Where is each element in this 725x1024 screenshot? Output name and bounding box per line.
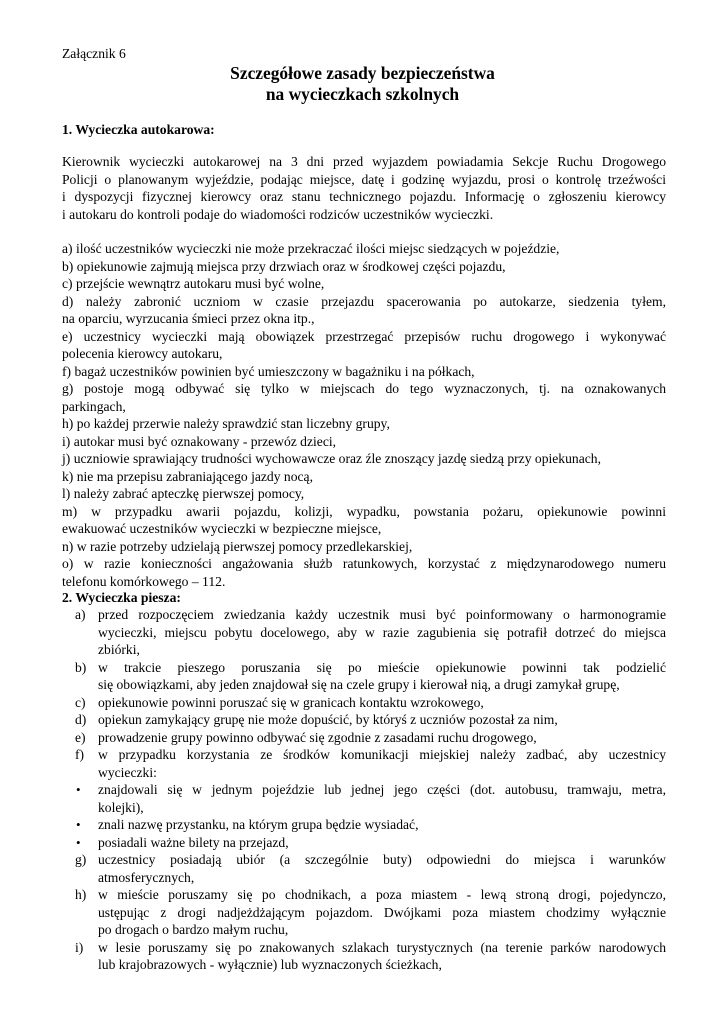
list-item-line: opiekun zamykający grupę nie może dopuścić, by któryś z uczniów pozostał za nim, [98,712,558,727]
list-marker: a) [75,607,86,622]
list-item-line: uczestnicy posiadają ubiór (a szczególnie buty) odpowiedni do miejsca i warunków [98,852,666,867]
list-item [62,711,666,729]
list-item [62,746,666,781]
list-item [62,363,666,381]
list-item-line: zbiórki, [98,642,140,657]
list-marker: f) [75,747,85,762]
list-item-line: w trakcie pieszego poruszania się po mieście opiekunowie powinni tak podzielić [98,659,666,675]
list-item [62,694,666,712]
bullet-marker: • [76,817,81,832]
intro-line: i dyspozycji fizycznej kierowcy oraz stanu technicznego pojazdu. Informację o zgłoszeniu kierowcy [62,189,666,204]
section-1-intro [62,153,666,223]
list-item-line: d) należy zabronić uczniom w czasie przejazdu spacerowania po autokarze, siedzenia tyłem, [62,293,666,309]
list-item [62,834,666,852]
list-item [62,781,666,816]
list-item [62,886,666,939]
intro-line: Kierownik wycieczki autokarowej na 3 dni przed wyjazdem powiadamia Sekcje Ruchu Drogowego [62,154,666,169]
list-item-line: opiekunowie powinni poruszać się w granicach kontaktu wzrokowego, [98,694,484,710]
list-item-line: telefonu komórkowego – 112. [62,573,226,589]
list-item [62,939,666,974]
list-item-line: w lesie poruszamy się po znakowanych szlakach turystycznych (na terenie parków narodowych [98,939,666,955]
list-item-line: znajdowali się w jednym pojeździe lub jednej jego części (dot. autobusu, tramwaju, metra, [98,782,666,797]
list-item [62,729,666,747]
document-title [0,63,725,105]
list-item-line: po drogach o bardzo małym ruchu, [98,922,289,937]
list-item-line: a) ilość uczestników wycieczki nie może przekraczać ilości miejsc siedzących w pojeździe, [62,241,560,256]
title-line-2: na wycieczkach szkolnych [265,84,460,104]
intro-line: Policji o planowanym wyjeździe, podając miejsce, datę i godzinę wyjazdu, prosi o kontrolę trzeźwości [62,171,666,187]
list-item-line: prowadzenie grupy powinno odbywać się zgodnie z zasadami ruchu drogowego, [98,729,537,745]
list-item-line: polecenia kierowcy autokaru, [62,346,223,361]
list-item-line: wycieczki, miejscu pobytu docelowego, aby w razie zagubienia się potrafił dotrzeć do miejsca [98,624,666,640]
list-item-line: k) nie ma przepisu zabraniającego jazdy nocą, [62,468,313,484]
list-item-line: atmosferycznych, [98,869,195,885]
list-item [62,485,666,503]
section-1-heading: 1. Wycieczka autokarowa: [62,122,215,137]
list-item [62,851,666,886]
annex-label: Załącznik 6 [62,46,126,61]
list-item-line: kolejki), [98,799,144,815]
list-item [62,293,666,328]
list-item [62,450,666,468]
list-marker: e) [75,729,86,745]
list-item-line: się obowiązkami, aby jeden znajdował się na czele grupy i kierował nią, a drugi zamykał grupę, [98,677,620,692]
list-item-line: na oparciu, wyrzucania śmieci przez okna itp., [62,311,315,326]
list-item [62,468,666,486]
list-item [62,659,666,694]
list-marker: h) [75,887,87,902]
list-marker: d) [75,712,87,727]
list-item-line: w przypadku korzystania ze środków komunikacji miejskiej należy zadbać, aby uczestnicy [98,747,666,762]
list-item-line: e) uczestnicy wycieczki mają obowiązek przestrzegać przepisów ruchu drogowego i wykonywać [62,328,666,344]
list-item-line: ustępując z drogi nadjeżdżającym pojazdom. Dwójkami poza miastem chodzimy wyłącznie [98,904,666,920]
list-marker: g) [75,852,87,867]
list-item [62,258,666,276]
bullet-marker: • [76,834,81,850]
list-marker: i) [75,939,84,955]
section-2-list [62,606,666,974]
list-item-line: g) postoje mogą odbywać się tylko w miejscach do tego wyznaczonych, tj. na oznakowanych [62,381,666,396]
list-item-line: ewakuować uczestników wycieczki w bezpieczne miejsce, [62,521,382,536]
list-item-line: i) autokar musi być oznakowany - przewóz dzieci, [62,433,337,449]
list-marker: b) [75,659,87,675]
list-item-line: przed rozpoczęciem zwiedzania każdy uczestnik musi być poinformowany o harmonogramie [98,607,666,622]
title-line-1: Szczegółowe zasady bezpieczeństwa [230,63,495,83]
list-item-line: j) uczniowie sprawiający trudności wychowawcze oraz źle znoszący jazdę siedzą przy opiekunach, [62,451,601,466]
list-item-line: b) opiekunowie zajmują miejsca przy drzwiach oraz w środkowej części pojazdu, [62,258,506,274]
list-item-line: wycieczki: [98,764,157,780]
list-item-line: c) przejście wewnątrz autokaru musi być wolne, [62,276,325,291]
intro-line: i autokaru do kontroli podaje do wiadomości rodziców uczestników wycieczki. [62,206,494,222]
list-item-line: znali nazwę przystanku, na którym grupa będzie wysiadać, [98,817,419,832]
list-item [62,503,666,538]
bullet-marker: • [76,782,81,797]
list-item-line: o) w razie konieczności angażowania służb ratunkowych, korzystać z międzynarodowego numeru [62,556,666,571]
list-item-line: lub krajobrazowych - wyłącznie) lub wyznaczonych ścieżkach, [98,957,442,972]
list-item [62,415,666,433]
list-item-line: m) w przypadku awarii pojazdu, kolizji, wypadku, powstania pożaru, opiekunowie powinni [62,503,666,519]
list-item-line: parkingach, [62,398,126,414]
list-item-line: posiadali ważne bilety na przejazd, [98,834,289,850]
section-2-heading: 2. Wycieczka piesza: [62,590,181,605]
list-item [62,606,666,659]
list-item-line: l) należy zabrać apteczkę pierwszej pomocy, [62,486,305,501]
section-1-list [62,240,666,590]
list-item [62,380,666,415]
list-item-line: n) w razie potrzeby udzielają pierwszej pomocy przedlekarskiej, [62,538,413,554]
list-item-line: w mieście poruszamy się po chodnikach, a poza miastem - lewą stroną drogi, pojedynczo, [98,887,666,902]
list-item [62,433,666,451]
list-item [62,275,666,293]
list-item [62,328,666,363]
list-marker: c) [75,694,86,710]
list-item-line: f) bagaż uczestników powinien być umieszczony w bagażniku i na półkach, [62,363,475,379]
list-item [62,816,666,834]
list-item [62,555,666,590]
list-item [62,240,666,258]
list-item [62,538,666,556]
list-item-line: h) po każdej przerwie należy sprawdzić stan liczebny grupy, [62,416,390,431]
